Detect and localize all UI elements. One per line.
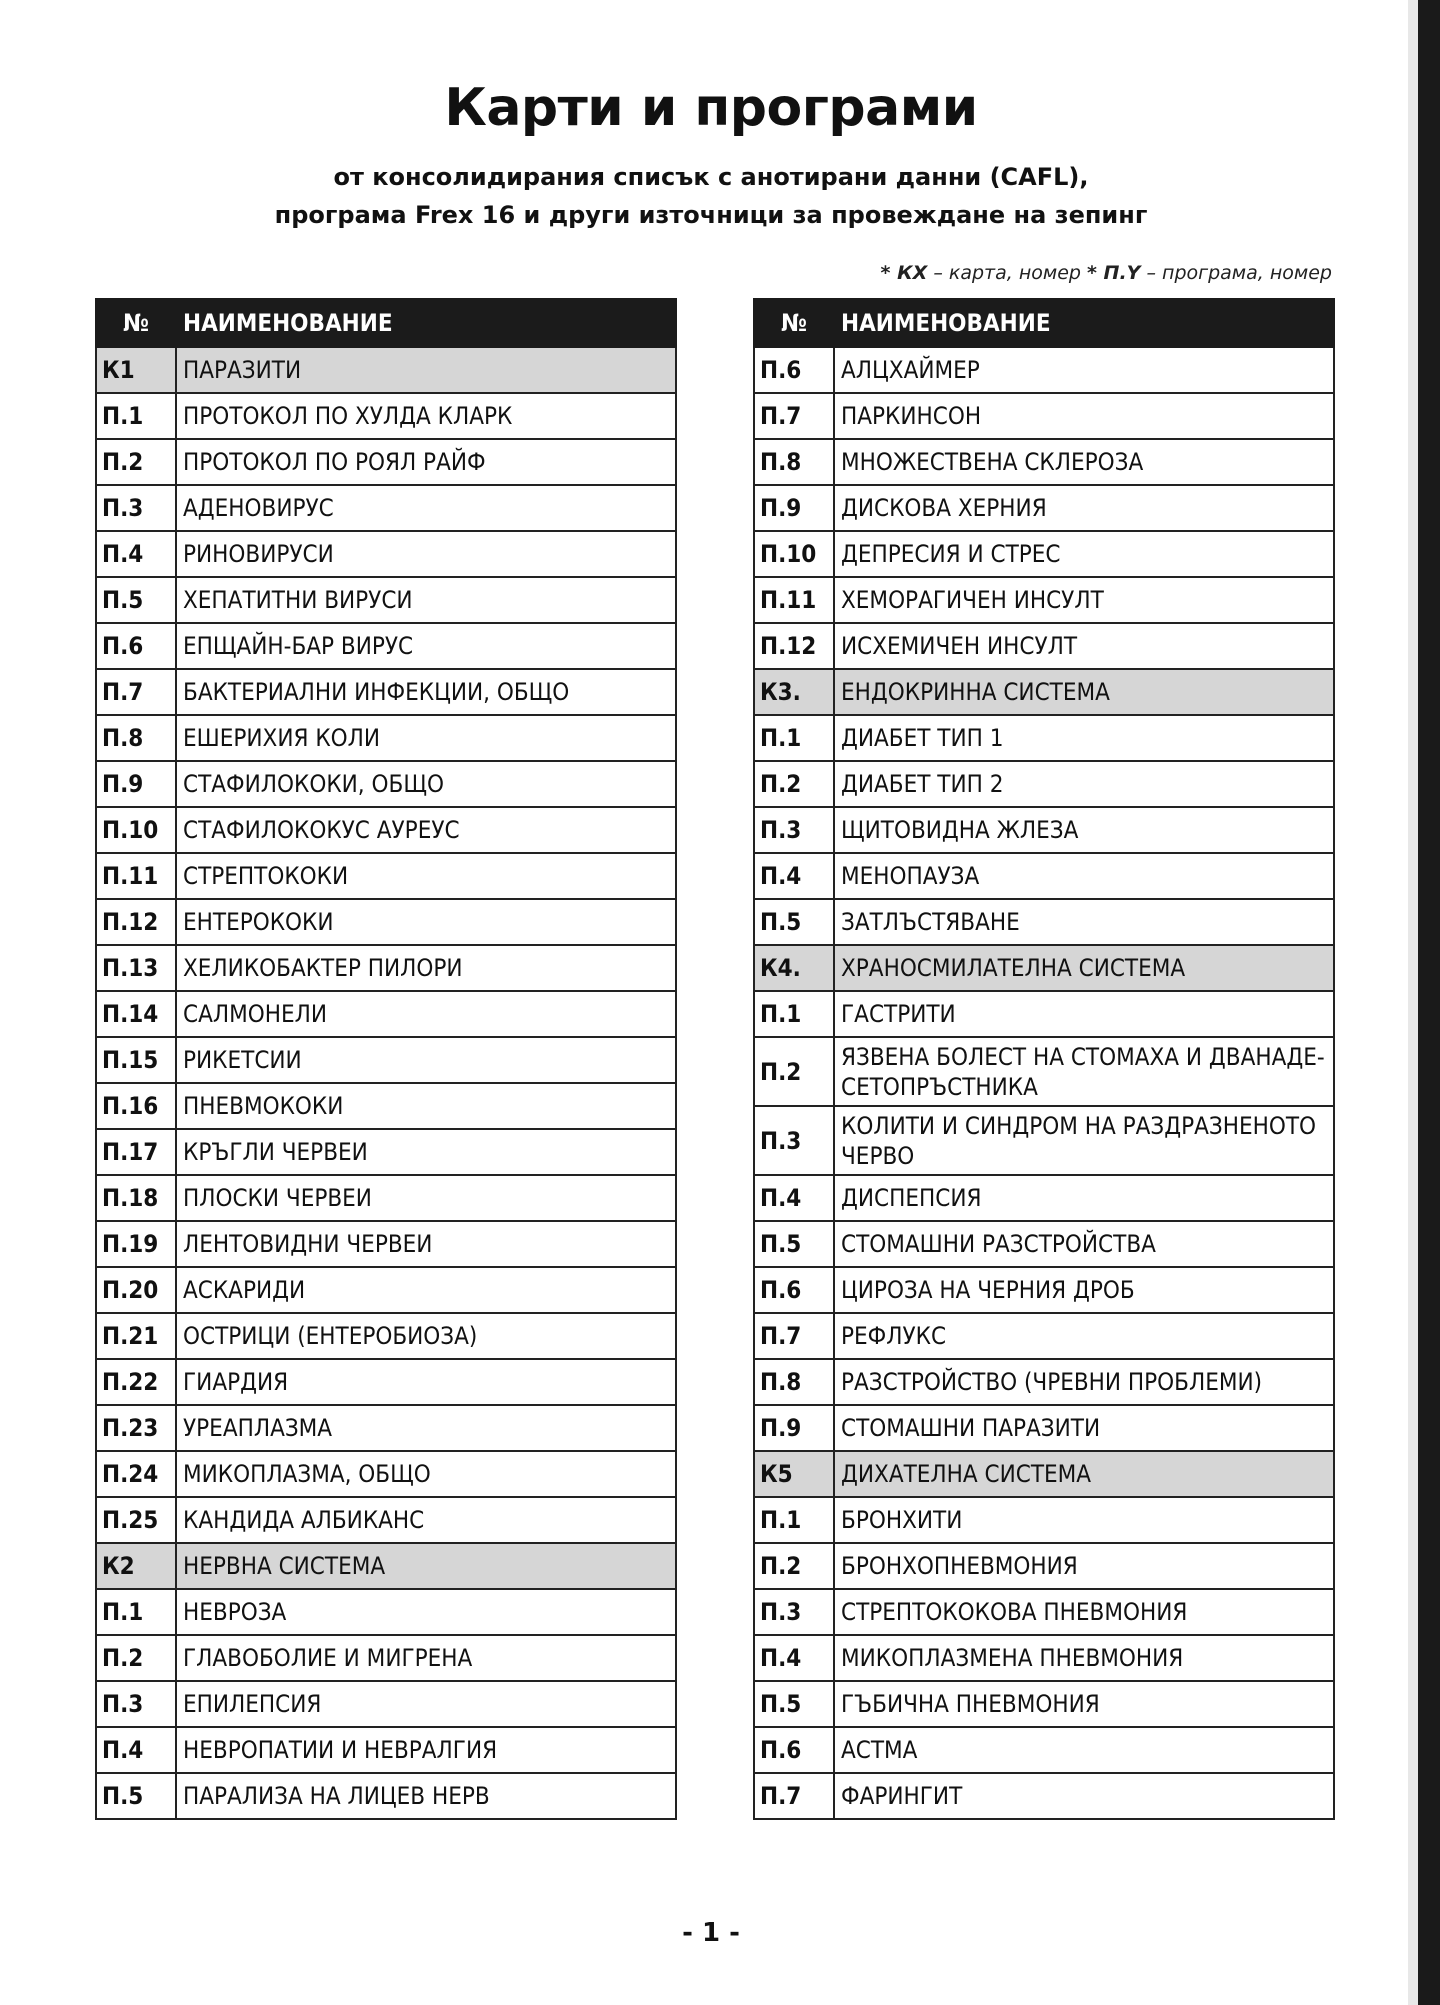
row-number: П.7 (96, 669, 176, 715)
table-row (754, 1773, 1334, 1819)
table-row (96, 1497, 676, 1543)
table-row (754, 1037, 1334, 1106)
table-row (96, 1727, 676, 1773)
table-row (96, 1037, 676, 1083)
row-number: П.9 (754, 485, 834, 531)
page-number: - 1 - (682, 1918, 740, 1948)
row-name: АСКАРИДИ (176, 1267, 676, 1313)
column-header-number: № (754, 299, 834, 347)
row-number: П.1 (754, 715, 834, 761)
table-row (754, 1106, 1334, 1175)
table-row (96, 1313, 676, 1359)
table-row (96, 1773, 676, 1819)
row-name: СТОМАШНИ РАЗСТРОЙСТВА (834, 1221, 1334, 1267)
section-row (754, 945, 1334, 991)
row-number: К2 (96, 1543, 176, 1589)
section-row (754, 1451, 1334, 1497)
row-number: П.5 (96, 1773, 176, 1819)
table-row (754, 1727, 1334, 1773)
table-header-row (754, 299, 1334, 347)
row-name: ПНЕВМОКОКИ (176, 1083, 676, 1129)
page-edge-shadow (1408, 0, 1418, 2005)
table-body-left (96, 347, 676, 1819)
row-name: КАНДИДА АЛБИКАНС (176, 1497, 676, 1543)
row-name: ЕНДОКРИННА СИСТЕМА (834, 669, 1334, 715)
row-name: УРЕАПЛАЗМА (176, 1405, 676, 1451)
row-number: П.11 (96, 853, 176, 899)
row-name: ОСТРИЦИ (ЕНТЕРОБИОЗА) (176, 1313, 676, 1359)
row-number: П.6 (754, 347, 834, 393)
legend-program-code: * П.Y (1087, 262, 1141, 284)
row-name: СТАФИЛОКОКУС АУРЕУС (176, 807, 676, 853)
row-name: СТОМАШНИ ПАРАЗИТИ (834, 1405, 1334, 1451)
table-row (96, 761, 676, 807)
row-name: ХЕЛИКОБАКТЕР ПИЛОРИ (176, 945, 676, 991)
row-name: НЕВРОПАТИИ И НЕВРАЛГИЯ (176, 1727, 676, 1773)
page-subtitle (0, 158, 1422, 234)
row-number: П.2 (96, 439, 176, 485)
row-name: ПЛОСКИ ЧЕРВЕИ (176, 1175, 676, 1221)
subtitle-line-2: програма Frex 16 и други източници за провеждане на зепинг (274, 201, 1148, 229)
table-row (754, 853, 1334, 899)
table-row (754, 347, 1334, 393)
table-row (96, 669, 676, 715)
row-name: ПРОТОКОЛ ПО ХУЛДА КЛАРК (176, 393, 676, 439)
row-name: РИКЕТСИИ (176, 1037, 676, 1083)
row-name: АДЕНОВИРУС (176, 485, 676, 531)
table-row (754, 1681, 1334, 1727)
row-number: П.3 (754, 807, 834, 853)
row-name: ДЕПРЕСИЯ И СТРЕС (834, 531, 1334, 577)
row-name: ХЕМОРАГИЧЕН ИНСУЛТ (834, 577, 1334, 623)
section-row (96, 347, 676, 393)
row-number: П.5 (96, 577, 176, 623)
row-number: П.1 (754, 1497, 834, 1543)
row-number: П.14 (96, 991, 176, 1037)
row-name: МИКОПЛАЗМЕНА ПНЕВМОНИЯ (834, 1635, 1334, 1681)
row-name: БРОНХОПНЕВМОНИЯ (834, 1543, 1334, 1589)
table-row (96, 991, 676, 1037)
table-row (754, 531, 1334, 577)
row-number: П.5 (754, 1221, 834, 1267)
table-row (96, 1129, 676, 1175)
column-header-number: № (96, 299, 176, 347)
row-number: П.5 (754, 899, 834, 945)
row-name: ГАСТРИТИ (834, 991, 1334, 1037)
row-name: ЯЗВЕНА БОЛЕСТ НА СТОМАХА И ДВАНАДЕ-СЕТОПРЪСТНИКА (834, 1037, 1334, 1106)
row-number: П.21 (96, 1313, 176, 1359)
row-name: ДИАБЕТ ТИП 1 (834, 715, 1334, 761)
table-row (754, 1589, 1334, 1635)
row-number: П.5 (754, 1681, 834, 1727)
row-number: П.15 (96, 1037, 176, 1083)
table-row (96, 531, 676, 577)
row-name: ЕПЩАЙН-БАР ВИРУС (176, 623, 676, 669)
row-number: К1 (96, 347, 176, 393)
row-name: ПРОТОКОЛ ПО РОЯЛ РАЙФ (176, 439, 676, 485)
legend-card-code: * КХ (880, 262, 928, 284)
row-number: П.3 (754, 1106, 834, 1175)
row-name: ГЪБИЧНА ПНЕВМОНИЯ (834, 1681, 1334, 1727)
table-row (96, 1175, 676, 1221)
legend-note (881, 262, 1332, 284)
row-name: РИНОВИРУСИ (176, 531, 676, 577)
row-number: П.3 (96, 1681, 176, 1727)
table-row (96, 715, 676, 761)
row-name: РЕФЛУКС (834, 1313, 1334, 1359)
row-number: П.4 (96, 1727, 176, 1773)
table-row (96, 1405, 676, 1451)
row-name: МНОЖЕСТВЕНА СКЛЕРОЗА (834, 439, 1334, 485)
row-name: САЛМОНЕЛИ (176, 991, 676, 1037)
row-number: П.9 (96, 761, 176, 807)
table-row (754, 623, 1334, 669)
row-number: К3. (754, 669, 834, 715)
row-number: П.19 (96, 1221, 176, 1267)
section-row (754, 669, 1334, 715)
row-number: П.3 (754, 1589, 834, 1635)
row-number: П.6 (96, 623, 176, 669)
table-row (754, 1405, 1334, 1451)
row-name: КОЛИТИ И СИНДРОМ НА РАЗДРАЗНЕНОТО ЧЕРВО (834, 1106, 1334, 1175)
row-number: П.11 (754, 577, 834, 623)
row-name: ДИСПЕПСИЯ (834, 1175, 1334, 1221)
table-row (754, 715, 1334, 761)
row-number: П.6 (754, 1727, 834, 1773)
row-name: ГИАРДИЯ (176, 1359, 676, 1405)
table-row (96, 807, 676, 853)
table-row (96, 1681, 676, 1727)
legend-program-desc: – програма, номер (1140, 262, 1332, 284)
section-row (96, 1543, 676, 1589)
row-name: АСТМА (834, 1727, 1334, 1773)
table-row (96, 899, 676, 945)
table-row (96, 577, 676, 623)
row-name: ФАРИНГИТ (834, 1773, 1334, 1819)
row-name: СТРЕПТОКОКИ (176, 853, 676, 899)
row-number: П.7 (754, 1313, 834, 1359)
row-name: ПАРАЛИЗА НА ЛИЦЕВ НЕРВ (176, 1773, 676, 1819)
row-name: ЕПИЛЕПСИЯ (176, 1681, 676, 1727)
row-number: П.1 (96, 1589, 176, 1635)
row-number: П.10 (754, 531, 834, 577)
table-row (96, 1451, 676, 1497)
table-row (754, 1359, 1334, 1405)
row-number: П.10 (96, 807, 176, 853)
table-row (96, 945, 676, 991)
row-number: П.13 (96, 945, 176, 991)
row-name: МЕНОПАУЗА (834, 853, 1334, 899)
row-number: П.25 (96, 1497, 176, 1543)
column-header-name: НАИМЕНОВАНИЕ (834, 299, 1334, 347)
row-name: ХРАНОСМИЛАТЕЛНА СИСТЕМА (834, 945, 1334, 991)
row-number: П.23 (96, 1405, 176, 1451)
table-row (754, 807, 1334, 853)
row-name: КРЪГЛИ ЧЕРВЕИ (176, 1129, 676, 1175)
row-name: ХЕПАТИТНИ ВИРУСИ (176, 577, 676, 623)
row-number: П.20 (96, 1267, 176, 1313)
row-name: ЗАТЛЪСТЯВАНЕ (834, 899, 1334, 945)
row-name: ПАРАЗИТИ (176, 347, 676, 393)
row-number: П.18 (96, 1175, 176, 1221)
table-row (754, 1635, 1334, 1681)
row-name: СТАФИЛОКОКИ, ОБЩО (176, 761, 676, 807)
table-row (96, 439, 676, 485)
table-row (754, 1267, 1334, 1313)
table-row (754, 485, 1334, 531)
row-number: П.8 (754, 439, 834, 485)
row-number: П.2 (754, 1037, 834, 1106)
row-name: ДИАБЕТ ТИП 2 (834, 761, 1334, 807)
row-number: П.6 (754, 1267, 834, 1313)
row-name: ЛЕНТОВИДНИ ЧЕРВЕИ (176, 1221, 676, 1267)
row-name: МИКОПЛАЗМА, ОБЩО (176, 1451, 676, 1497)
row-name: НЕВРОЗА (176, 1589, 676, 1635)
row-number: П.9 (754, 1405, 834, 1451)
table-row (754, 439, 1334, 485)
row-name: АЛЦХАЙМЕР (834, 347, 1334, 393)
page-edge (1418, 0, 1440, 2005)
table-row (754, 991, 1334, 1037)
row-name: ДИСКОВА ХЕРНИЯ (834, 485, 1334, 531)
table-row (754, 761, 1334, 807)
table-row (96, 1267, 676, 1313)
row-number: П.8 (754, 1359, 834, 1405)
row-number: П.2 (754, 761, 834, 807)
row-name: ПАРКИНСОН (834, 393, 1334, 439)
row-name: БАКТЕРИАЛНИ ИНФЕКЦИИ, ОБЩО (176, 669, 676, 715)
table-row (754, 1221, 1334, 1267)
row-number: П.1 (754, 991, 834, 1037)
table-body-right (754, 347, 1334, 1819)
legend-card-desc: – карта, номер (927, 262, 1087, 284)
row-name: РАЗСТРОЙСТВО (ЧРЕВНИ ПРОБЛЕМИ) (834, 1359, 1334, 1405)
row-name: ЕШЕРИХИЯ КОЛИ (176, 715, 676, 761)
row-name: ЦИРОЗА НА ЧЕРНИЯ ДРОБ (834, 1267, 1334, 1313)
row-name: ЩИТОВИДНА ЖЛЕЗА (834, 807, 1334, 853)
row-number: П.24 (96, 1451, 176, 1497)
row-name: БРОНХИТИ (834, 1497, 1334, 1543)
table-header-row (96, 299, 676, 347)
row-name: ИСХЕМИЧЕН ИНСУЛТ (834, 623, 1334, 669)
page-title: Карти и програми (444, 78, 978, 138)
subtitle-line-1: от консолидирания списък с анотирани данни (CAFL), (333, 163, 1089, 191)
row-name: СТРЕПТОКОКОВА ПНЕВМОНИЯ (834, 1589, 1334, 1635)
row-number: П.1 (96, 393, 176, 439)
row-name: ЕНТЕРОКОКИ (176, 899, 676, 945)
table-row (754, 1543, 1334, 1589)
table-row (754, 577, 1334, 623)
row-number: П.12 (96, 899, 176, 945)
row-number: П.4 (754, 853, 834, 899)
table-row (96, 1589, 676, 1635)
table-row (96, 623, 676, 669)
row-number: К5 (754, 1451, 834, 1497)
table-row (96, 1359, 676, 1405)
row-number: П.2 (754, 1543, 834, 1589)
programs-table-right (753, 298, 1335, 1820)
row-number: П.4 (96, 531, 176, 577)
row-number: П.22 (96, 1359, 176, 1405)
row-number: П.17 (96, 1129, 176, 1175)
programs-table-left (95, 298, 677, 1820)
row-name: НЕРВНА СИСТЕМА (176, 1543, 676, 1589)
table-row (96, 1083, 676, 1129)
table-row (754, 1497, 1334, 1543)
row-number: П.7 (754, 1773, 834, 1819)
table-row (96, 1635, 676, 1681)
row-number: П.3 (96, 485, 176, 531)
table-row (96, 1221, 676, 1267)
table-row (96, 485, 676, 531)
table-row (96, 393, 676, 439)
row-name: ДИХАТЕЛНА СИСТЕМА (834, 1451, 1334, 1497)
table-row (754, 1313, 1334, 1359)
row-number: П.2 (96, 1635, 176, 1681)
row-number: П.8 (96, 715, 176, 761)
table-row (754, 899, 1334, 945)
table-row (754, 393, 1334, 439)
row-name: ГЛАВОБОЛИЕ И МИГРЕНА (176, 1635, 676, 1681)
row-number: П.7 (754, 393, 834, 439)
column-header-name: НАИМЕНОВАНИЕ (176, 299, 676, 347)
row-number: П.16 (96, 1083, 176, 1129)
table-row (96, 853, 676, 899)
row-number: П.4 (754, 1635, 834, 1681)
table-row (754, 1175, 1334, 1221)
row-number: П.12 (754, 623, 834, 669)
row-number: К4. (754, 945, 834, 991)
row-number: П.4 (754, 1175, 834, 1221)
